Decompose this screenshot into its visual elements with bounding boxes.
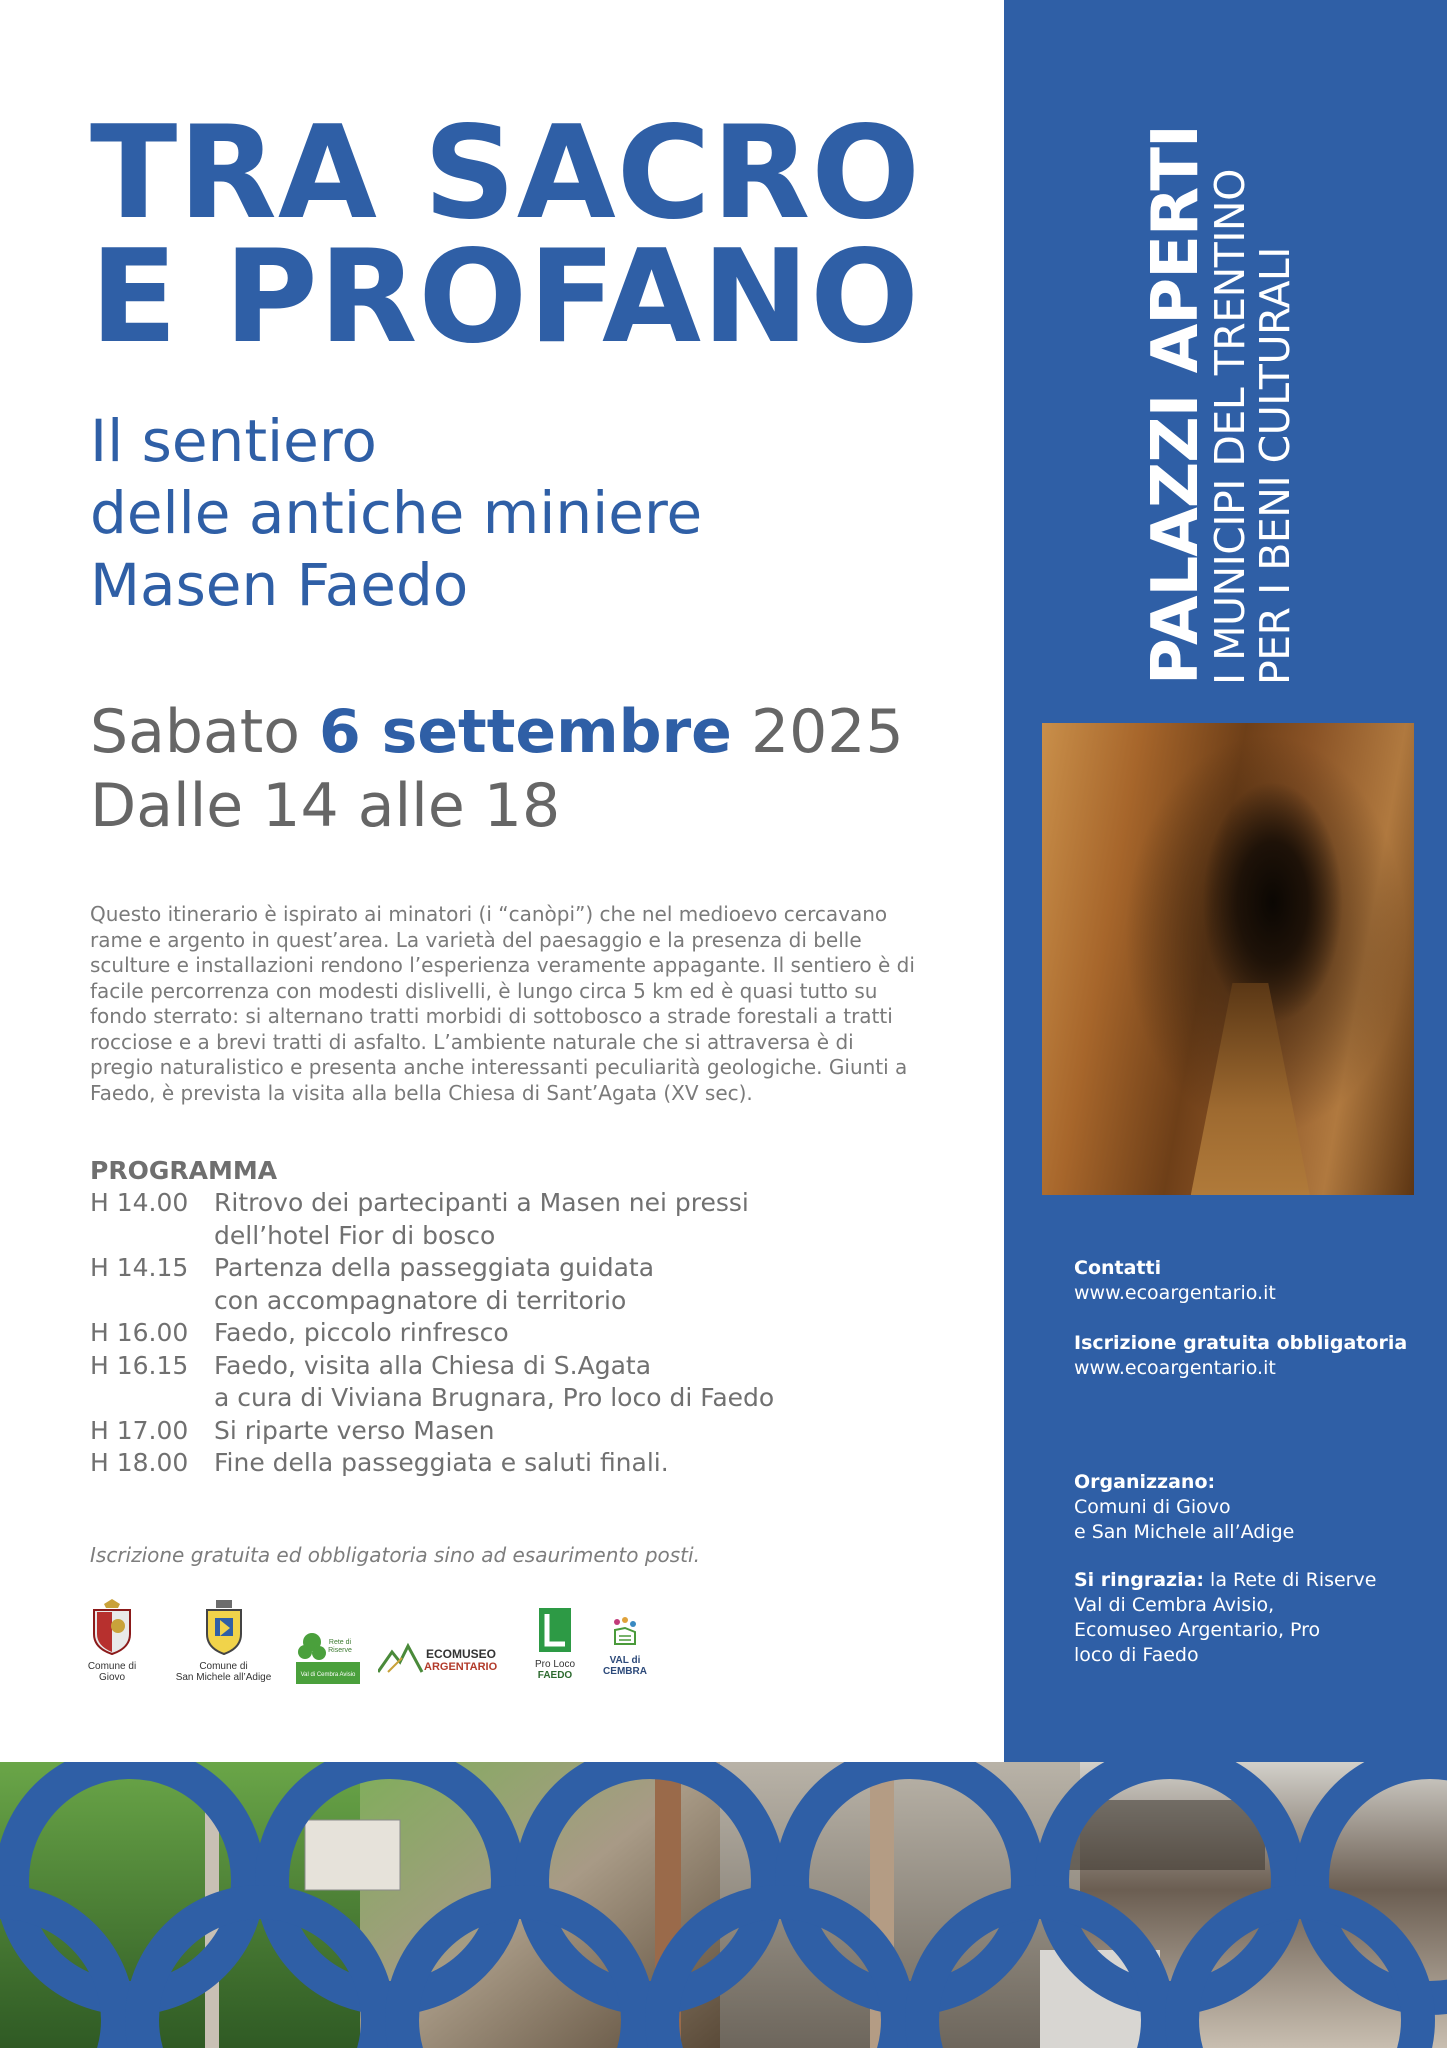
ecomuseo-mountain-icon: [378, 1638, 498, 1678]
giovo-label-2: Giovo: [98, 1672, 126, 1683]
palazzi-aperti-sub-2: PER I BENI CULTURALI: [1251, 247, 1299, 685]
organizers-line-2: e San Michele all’Adige: [1074, 1521, 1295, 1543]
organizers-heading: Organizzano:: [1074, 1471, 1216, 1493]
event-title: [90, 99, 990, 372]
title-line-1: TRA SACRO: [90, 99, 922, 248]
registration-url[interactable]: www.ecoargentario.it: [1074, 1357, 1276, 1379]
date-day-prefix: Sabato: [90, 697, 320, 767]
rete-riserve-leaf-icon: [296, 1628, 360, 1684]
date-highlight: 6 settembre: [319, 697, 732, 767]
contacts-url[interactable]: www.ecoargentario.it: [1074, 1282, 1276, 1304]
program-text-line: Faedo, visita alla Chiesa di S.Agata: [214, 1350, 652, 1380]
thanks-line-0: [1074, 1568, 1376, 1593]
registration-block: [1074, 1331, 1407, 1381]
program-text: Fine della passeggiata e saluti finali.: [214, 1448, 669, 1477]
sanmichele-label-2: San Michele all’Adige: [175, 1672, 272, 1683]
thanks-line-1: la Rete di Riserve: [1204, 1569, 1377, 1591]
program-text-line-2: a cura di Viviana Brugnara, Pro loco di Faedo: [214, 1383, 775, 1412]
sanmichele-label-1: Comune di: [199, 1661, 248, 1672]
giovo-crest-icon: [89, 1598, 135, 1656]
thanks-line-3: Ecomuseo Argentario, Pro: [1074, 1619, 1321, 1641]
val-cembra-grapes-icon: [605, 1614, 645, 1650]
program-item: [90, 1317, 930, 1350]
date-year: 2025: [731, 697, 904, 767]
subtitle-line-3: Masen Faedo: [90, 551, 469, 619]
program-text: [214, 1252, 930, 1317]
thanks-line-2: Val di Cembra Avisio,: [1074, 1594, 1275, 1616]
subtitle-line-1: Il sentiero: [90, 407, 377, 475]
program-section: [90, 1155, 930, 1480]
logo-comune-sanmichele: [166, 1598, 281, 1683]
program-time: H 14.00: [90, 1188, 189, 1217]
program-time: H 16.00: [90, 1318, 189, 1347]
contacts-block: [1074, 1256, 1276, 1306]
palazzi-aperti-main: PALAZZI APERTI: [1139, 125, 1213, 685]
giovo-label-1: Comune di: [87, 1661, 137, 1672]
program-text: Si riparte verso Masen: [214, 1415, 495, 1445]
valcembra-label-2: CEMBRA: [603, 1666, 647, 1677]
ecomuseo-label-1: ECOMUSEO: [426, 1647, 497, 1661]
rete-label-2: Riserve: [328, 1647, 352, 1654]
program-time: H 14.15: [90, 1253, 189, 1282]
organizers-block: [1074, 1470, 1294, 1545]
event-description: Questo itinerario è ispirato ai minatori (i “canòpi”) che nel medioevo cercavano rame e argento in quest’area. La varietà del paesaggio e la presenza di belle sculture e installazioni rendono l’esperienza veramente appagante. Il sentiero è di facile percorrenza con modesti dislivelli, è lungo circa 5 km ed è quasi tutto su fondo sterrato: si alternano tratti morbidi di sottobosco a strade forestali a tratti rocciose e a brevi tratti di asfalto. L’ambiente naturale che si attraversa è di pregio naturalistico e presenta anche interessanti peculiarità geologiche. Giunti a Faedo, è prevista la visita alla bella Chiesa di Sant’Agata (XV sec).: [90, 902, 915, 1105]
registration-note: Iscrizione gratuita ed obbligatoria sino ad esaurimento posti.: [90, 1543, 700, 1567]
rete-label-3: Val di Cembra Avisio: [300, 1672, 356, 1678]
logo-proloco-faedo: [532, 1608, 578, 1681]
program-item: [90, 1447, 930, 1480]
palazzi-aperti-sub-1: I MUNICIPI DEL TRENTINO: [1206, 169, 1254, 685]
proloco-faedo-icon: [535, 1608, 575, 1654]
event-hours: Dalle 14 alle 18: [90, 771, 561, 841]
bottom-arches-photo-band: [0, 1700, 1447, 2048]
program-item: [90, 1415, 930, 1448]
program-text: Faedo, piccolo rinfresco: [214, 1318, 509, 1347]
mine-tunnel-photo: [1042, 723, 1414, 1195]
logo-rete-riserve: [296, 1628, 360, 1687]
program-text-line-2: dell’hotel Fior di bosco: [214, 1220, 496, 1250]
program-time: H 17.00: [90, 1415, 189, 1445]
rete-label-1: Rete di: [328, 1639, 352, 1646]
logo-val-cembra: [600, 1614, 650, 1677]
event-subtitle: [90, 405, 990, 621]
program-text-line: Ritrovo dei partecipanti a Masen nei pressi: [214, 1188, 749, 1217]
ecomuseo-label-2: ARGENTARIO: [424, 1661, 498, 1673]
valcembra-label-1: VAL di: [609, 1655, 641, 1666]
title-line-2: E PROFANO: [90, 223, 920, 372]
program-text: [214, 1187, 930, 1252]
program-text: [214, 1350, 930, 1415]
thanks-line-4: loco di Faedo: [1074, 1644, 1199, 1666]
date-line: [90, 695, 990, 769]
mine-tunnel-floor: [1191, 983, 1310, 1195]
contacts-heading: Contatti: [1074, 1257, 1162, 1279]
organizers-line-1: Comuni di Giovo: [1074, 1496, 1231, 1518]
thanks-block: [1074, 1568, 1376, 1668]
program-title: PROGRAMMA: [90, 1156, 278, 1185]
logo-comune-giovo: [82, 1598, 142, 1683]
program-time: H 18.00: [90, 1448, 189, 1477]
proloco-label-2: FAEDO: [537, 1670, 573, 1681]
proloco-label-1: Pro Loco: [534, 1659, 576, 1670]
program-text-line-2: con accompagnatore di territorio: [214, 1285, 627, 1315]
sanmichele-crest-icon: [202, 1598, 246, 1656]
subtitle-line-2: delle antiche miniere: [90, 479, 703, 547]
program-item: [90, 1350, 930, 1415]
program-item: [90, 1252, 930, 1317]
registration-heading: Iscrizione gratuita obbligatoria: [1074, 1332, 1408, 1354]
program-text-line: Partenza della passeggiata guidata: [214, 1253, 655, 1282]
palazzi-aperti-title: [1139, 85, 1344, 685]
program-time: H 16.15: [90, 1350, 189, 1380]
event-date: [90, 695, 990, 843]
program-item: [90, 1187, 930, 1252]
logo-ecomuseo-argentario: [378, 1638, 498, 1681]
thanks-heading: Si ringrazia:: [1074, 1569, 1205, 1591]
